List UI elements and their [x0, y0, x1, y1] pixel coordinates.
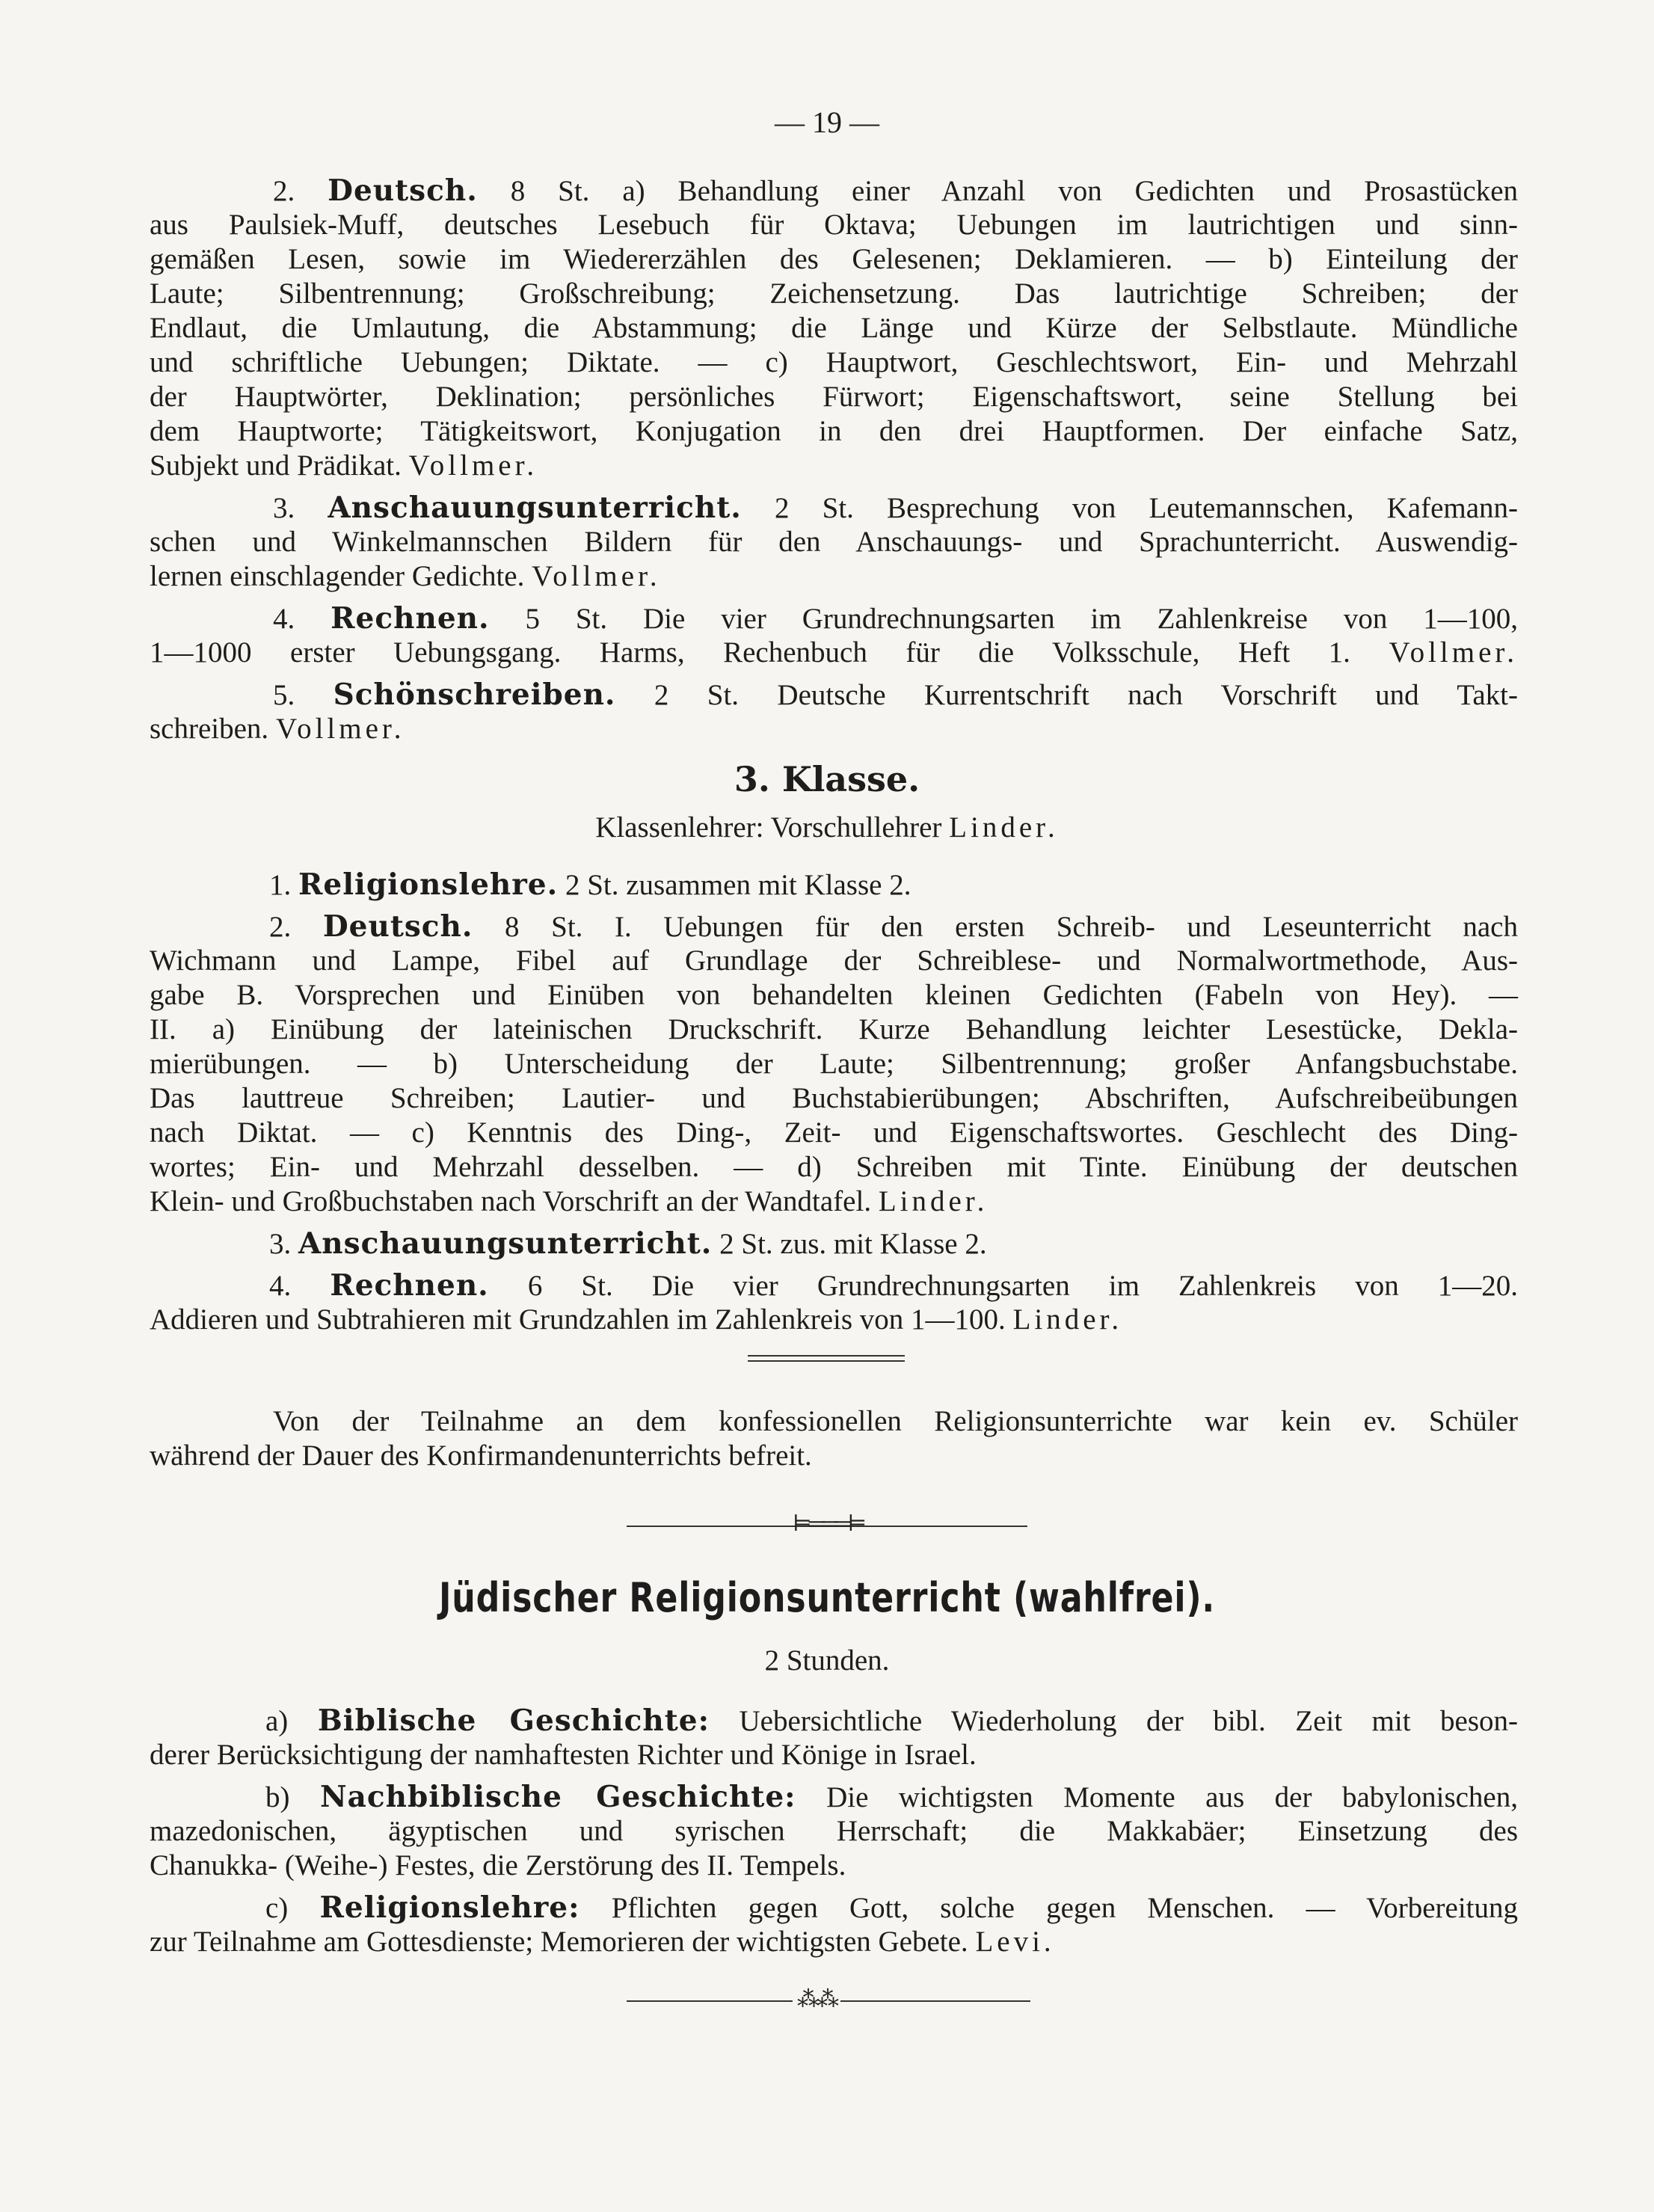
text-line: schreiben. Vollmer.: [150, 713, 405, 745]
subject-heading: Nachbiblische Geschichte:: [320, 1780, 796, 1814]
text-line: gabe B. Vorsprechen und Einüben von behandelten kleinen Gedichten (Fabeln von Hey). —: [150, 979, 1518, 1011]
subject-heading: Deutsch.: [328, 173, 478, 208]
text-line: Klein- und Großbuchstaben nach Vorschrift an der Wandtafel. Linder.: [150, 1185, 989, 1217]
text-line: Endlaut, die Umlautung, die Abstammung; die Länge und Kürze der Selbstlaute. Mündliche: [150, 312, 1518, 344]
subject-heading: Biblische Geschichte:: [317, 1703, 710, 1738]
text-line: zur Teilnahme am Gottesdienste; Memorieren der wichtigsten Gebete. Levi.: [150, 1926, 1055, 1958]
biblische-line-1: a) Biblische Geschichte: Uebersichtliche Wiederholung der bibl. Zeit mit beson-: [265, 1703, 1519, 1738]
text-line: aus Paulsiek-Muff, deutsches Lesebuch für Oktava; Uebungen im lautrichtigen und sinn-: [150, 209, 1518, 241]
note-line-1: Von der Teilnahme an dem konfessionellen Religionsunterrichte war kein ev. Schüler: [273, 1405, 1518, 1437]
text-line: der Hauptwörter, Deklination; persönliches Fürwort; Eigenschaftswort, seine Stellung bei: [150, 381, 1518, 413]
deutsch3-line-1: 2. Deutsch. 8 St. I. Uebungen für den ersten Schreib- und Leseunterricht nach: [269, 909, 1518, 944]
deutsch-line-1: 2. Deutsch. 8 St. a) Behandlung einer Anzahl von Gedichten und Prosastücken: [273, 173, 1519, 208]
text-line: lernen einschlagender Gedichte. Vollmer.: [150, 560, 661, 592]
teacher-name: Vollmer.: [532, 560, 661, 592]
nachbiblische-line-1: b) Nachbiblische Geschichte: Die wichtigsten Momente aus der babylonischen,: [265, 1780, 1518, 1814]
teacher-name: Vollmer.: [275, 713, 405, 745]
juedischer-unterricht-title: Jüdischer Religionsunterricht (wahlfrei).: [438, 1574, 1216, 1621]
text-line: Laute; Silbentrennung; Großschreibung; Zeichensetzung. Das lautrichtige Schreiben; der: [150, 277, 1518, 310]
text-line: Das lauttreue Schreiben; Lautier- und Buchstabierübungen; Abschriften, Aufschreibeübungen: [150, 1082, 1518, 1114]
text-line: Wichmann und Lampe, Fibel auf Grundlage der Schreiblese- und Normalwortmethode, Aus-: [150, 944, 1518, 977]
subject-heading: Religionslehre.: [298, 867, 559, 902]
end-ornament-icon: ⁂⁂: [793, 1986, 840, 2012]
klassenlehrer-line: Klassenlehrer: Vorschullehrer Linder.: [595, 811, 1059, 844]
subject-heading: Religionslehre:: [319, 1890, 580, 1925]
text-line: Subjekt und Prädikat. Vollmer.: [150, 449, 538, 482]
subject-heading: Rechnen.: [331, 601, 490, 636]
page-number: — 19 —: [775, 105, 879, 139]
text-line: mazedonischen, ägyptischen und syrischen Herrschaft; die Makkabäer; Einsetzung des: [150, 1815, 1518, 1847]
text-line: Chanukka- (Weihe-) Festes, die Zerstörung des II. Tempels.: [150, 1849, 846, 1881]
text-line: dem Hauptworte; Tätigkeitswort, Konjugation in den drei Hauptformen. Der einfache Satz,: [150, 415, 1518, 447]
subject-heading: Anschauungsunterricht.: [298, 1226, 713, 1261]
anschauung-line-1: 3. Anschauungsunterricht. 2 St. Besprechung von Leutemannschen, Kafemann-: [273, 491, 1519, 525]
ornament-icon: ⊨═══⊨: [793, 1511, 864, 1536]
teacher-name: Linder.: [1012, 1303, 1123, 1336]
text-line: schen und Winkelmannschen Bildern für den Anschauungs- und Sprachunterricht. Auswendig-: [150, 526, 1518, 558]
note-line-2: während der Dauer des Konfirmandenunterrichts befreit.: [150, 1440, 812, 1472]
subject-heading: Rechnen.: [330, 1268, 489, 1303]
anschauung3-line: 3. Anschauungsunterricht. 2 St. zus. mit Klasse 2.: [269, 1226, 987, 1261]
text-line: gemäßen Lesen, sowie im Wiedererzählen des Gelesenen; Deklamieren. — b) Einteilung der: [150, 243, 1518, 275]
teacher-name: Levi.: [975, 1926, 1055, 1958]
text-line: II. a) Einübung der lateinischen Druckschrift. Kurze Behandlung leichter Lesestücke, Dekla-: [150, 1013, 1518, 1045]
double-rule-divider: [748, 1355, 905, 1362]
text-line: mierübungen. — b) Unterscheidung der Laute; Silbentrennung; großer Anfangsbuchstabe.: [150, 1048, 1518, 1080]
klasse-3-heading: 3. Klasse.: [734, 759, 920, 799]
text-line: derer Berücksichtigung der namhaftesten Richter und Könige in Israel.: [150, 1739, 977, 1771]
text-line: und schriftliche Uebungen; Diktate. — c) Hauptwort, Geschlechtswort, Ein- und Mehrzahl: [150, 346, 1518, 378]
text-line: Addieren und Subtrahieren mit Grundzahlen im Zahlenkreis von 1—100. Linder.: [150, 1303, 1123, 1336]
teacher-name: Vollmer.: [408, 449, 538, 482]
text-line: nach Diktat. — c) Kenntnis des Ding-, Zeit- und Eigenschaftswortes. Geschlecht des Ding-: [150, 1116, 1518, 1149]
subject-heading: Schönschreiben.: [333, 678, 616, 712]
teacher-name: Linder.: [949, 811, 1059, 844]
hours-line: 2 Stunden.: [764, 1644, 890, 1677]
subject-heading: Deutsch.: [322, 909, 473, 944]
teacher-name: Vollmer.: [1389, 636, 1518, 669]
religion-line: 1. Religionslehre. 2 St. zusammen mit Klasse 2.: [269, 867, 911, 902]
text-line: wortes; Ein- und Mehrzahl desselben. — d) Schreiben mit Tinte. Einübung der deutschen: [150, 1151, 1518, 1183]
text-line: 1—1000 erster Uebungsgang. Harms, Rechenbuch für die Volksschule, Heft 1. Vollmer.: [150, 636, 1518, 669]
rechnen-line-1: 4. Rechnen. 5 St. Die vier Grundrechnungsarten im Zahlenkreise von 1—100,: [273, 601, 1518, 636]
rechnen3-line-1: 4. Rechnen. 6 St. Die vier Grundrechnungsarten im Zahlenkreis von 1—20.: [269, 1268, 1519, 1303]
teacher-name: Linder.: [878, 1185, 989, 1217]
schoenschreiben-line-1: 5. Schönschreiben. 2 St. Deutsche Kurrentschrift nach Vorschrift und Takt-: [273, 678, 1518, 712]
religionslehre-line-1: c) Religionslehre: Pflichten gegen Gott, solche gegen Menschen. — Vorbereitung: [265, 1890, 1518, 1925]
subject-heading: Anschauungsunterricht.: [328, 491, 742, 525]
